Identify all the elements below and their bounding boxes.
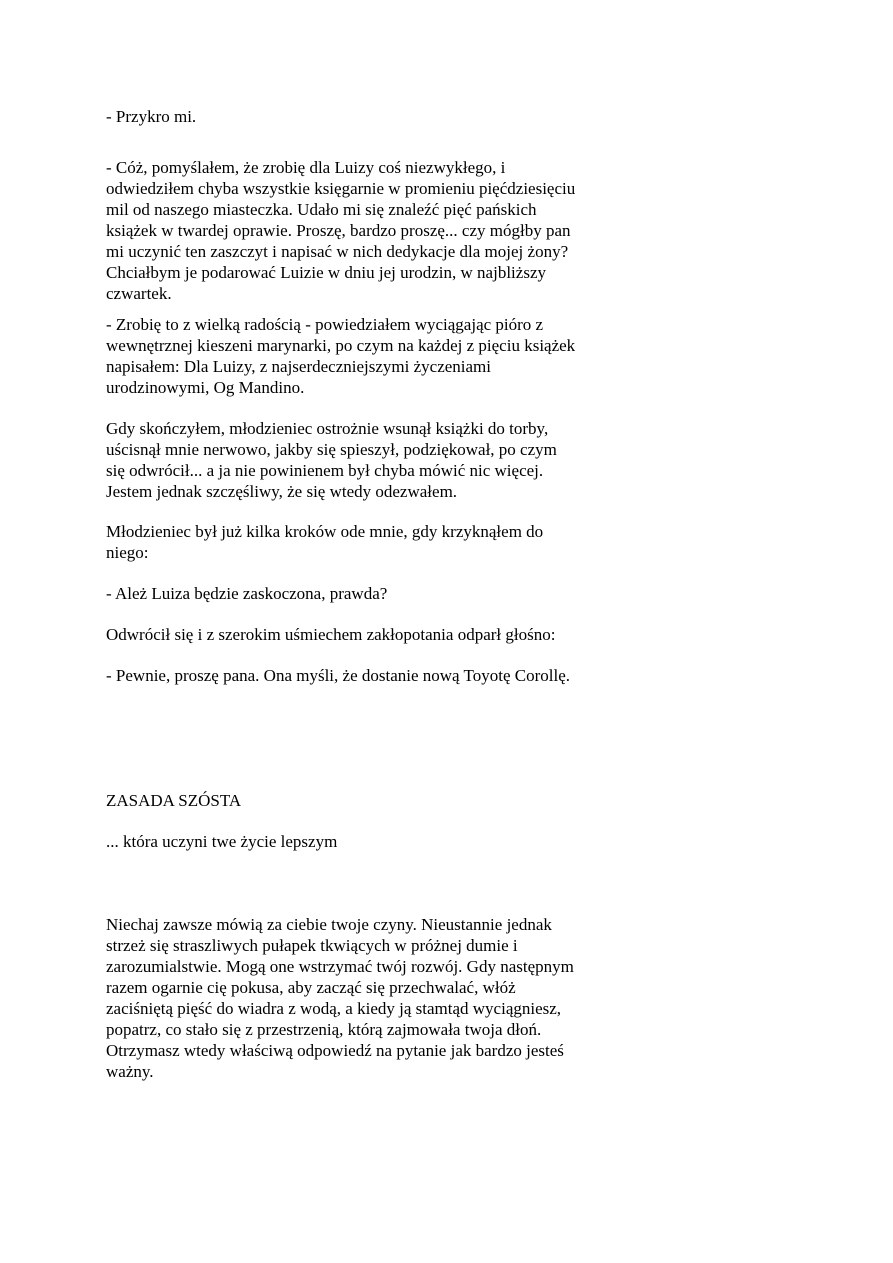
text-line: razem ogarnie cię pokusa, aby zacząć się przechwalać, włóż [106, 978, 516, 997]
text-line: ważny. [106, 1062, 154, 1081]
text-line: Niechaj zawsze mówią za ciebie twoje czyny. Nieustannie jednak [106, 915, 552, 934]
paragraph-turned [106, 624, 626, 645]
text-line: urodzinowymi, Og Mandino. [106, 378, 305, 397]
text-line: uścisnął mnie nerwowo, jakby się spieszył, podziękował, po czym [106, 440, 557, 459]
text-line: wewnętrznej kieszeni marynarki, po czym na każdej z pięciu książek [106, 336, 576, 355]
text-line: mil od naszego miasteczka. Udało mi się znaleźć pięć pańskich [106, 200, 537, 219]
text-line: mi uczynić ten zaszczyt i napisać w nich dedykacje dla mojej żony? [106, 242, 569, 261]
text-line: Chciałbym je podarować Luizie w dniu jej urodzin, w najbliższy [106, 263, 546, 282]
section-heading [106, 790, 626, 811]
text-line: - Pewnie, proszę pana. Ona myśli, że dostanie nową Toyotę Corollę. [106, 666, 570, 685]
paragraph-dedication [106, 314, 626, 398]
paragraph-sorry [106, 106, 626, 127]
paragraph-shouted [106, 521, 626, 563]
text-line: - Ależ Luiza będzie zaskoczona, prawda? [106, 584, 388, 603]
text-line: Otrzymasz wtedy właściwą odpowiedź na pytanie jak bardzo jesteś [106, 1041, 564, 1060]
text-line: napisałem: Dla Luizy, z najserdeczniejszymi życzeniami [106, 357, 492, 376]
paragraph-toyota [106, 665, 626, 686]
text-line: Jestem jednak szczęśliwy, że się wtedy odezwałem. [106, 482, 458, 501]
text-line: popatrz, co stało się z przestrzenią, którą zajmowała twoja dłoń. [106, 1020, 542, 1039]
paragraph-finished [106, 418, 626, 502]
text-line: - Cóż, pomyślałem, że zrobię dla Luizy coś niezwykłego, i [106, 158, 506, 177]
paragraph-rule [106, 914, 626, 1082]
heading-line: ZASADA SZÓSTA [106, 791, 242, 810]
subheading-line: ... która uczyni twe życie lepszym [106, 832, 338, 851]
text-line: odwiedziłem chyba wszystkie księgarnie w promieniu pięćdziesięciu [106, 179, 576, 198]
text-line: Gdy skończyłem, młodzieniec ostrożnie wsunął książki do torby, [106, 419, 549, 438]
text-line: - Przykro mi. [106, 107, 197, 126]
text-line: Młodzieniec był już kilka kroków ode mnie, gdy krzyknąłem do [106, 522, 544, 541]
paragraph-surprised [106, 583, 626, 604]
text-line: książek w twardej oprawie. Proszę, bardzo proszę... czy mógłby pan [106, 221, 571, 240]
text-line: - Zrobię to z wielką radością - powiedziałem wyciągając pióro z [106, 315, 544, 334]
paragraph-bookstores [106, 157, 626, 304]
text-line: strzeż się straszliwych pułapek tkwiących w próżnej dumie i [106, 936, 518, 955]
text-line: się odwrócił... a ja nie powinienem był chyba mówić nic więcej. [106, 461, 544, 480]
text-line: czwartek. [106, 284, 172, 303]
section-subheading [106, 831, 626, 852]
text-line: zaciśniętą pięść do wiadra z wodą, a kiedy ją stamtąd wyciągniesz, [106, 999, 562, 1018]
text-line: Odwrócił się i z szerokim uśmiechem zakłopotania odparł głośno: [106, 625, 556, 644]
text-line: zarozumialstwie. Mogą one wstrzymać twój rozwój. Gdy następnym [106, 957, 574, 976]
text-line: niego: [106, 543, 149, 562]
